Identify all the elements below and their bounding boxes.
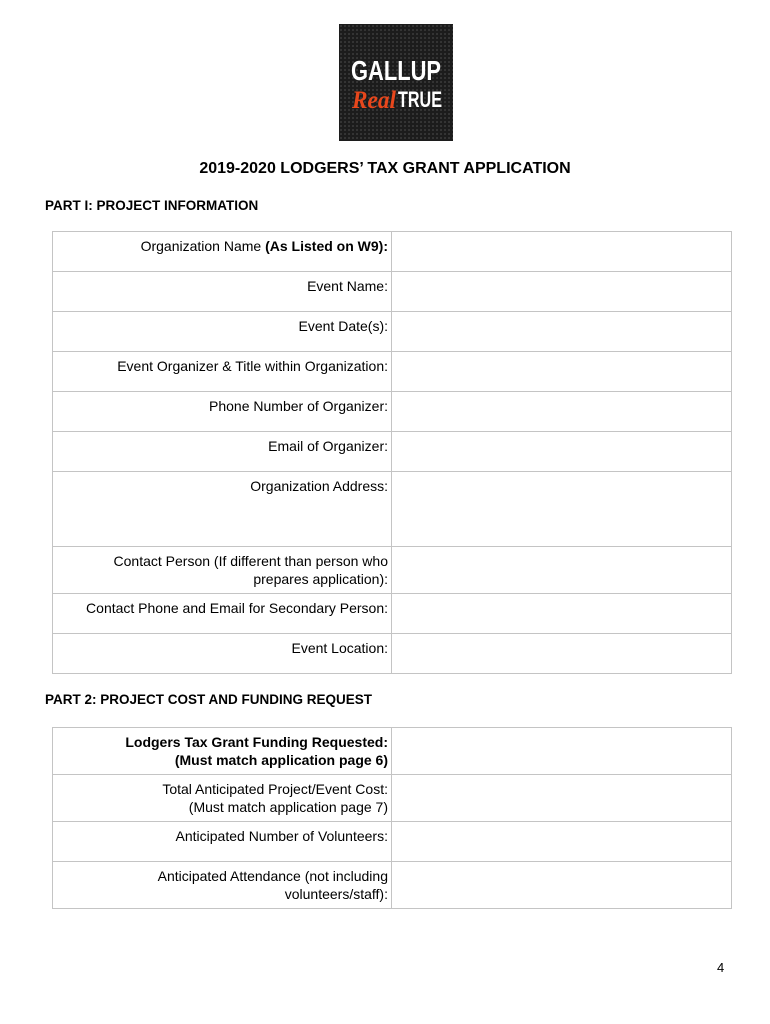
table-row (53, 352, 732, 392)
volunteers-field[interactable] (392, 822, 732, 862)
funding-requested-field[interactable] (392, 728, 732, 775)
logo-true-text: TRUE (398, 87, 442, 112)
volunteers-label: Anticipated Number of Volunteers: (53, 822, 392, 862)
event-organizer-field[interactable] (392, 352, 732, 392)
contact-person-label (53, 547, 392, 594)
attendance-label-line1: Anticipated Attendance (not including (157, 868, 388, 884)
attendance-label-line2: volunteers/staff): (284, 886, 388, 902)
organization-address-field[interactable] (392, 472, 732, 547)
funding-requested-label-line2: (Must match application page 6) (174, 752, 388, 768)
part2-heading: PART 2: PROJECT COST AND FUNDING REQUEST (45, 692, 373, 707)
table-row (53, 862, 732, 909)
gallup-real-true-logo (339, 24, 453, 141)
table-row (53, 272, 732, 312)
table-row (53, 392, 732, 432)
organizer-phone-field[interactable] (392, 392, 732, 432)
table-row (53, 822, 732, 862)
table-row (53, 594, 732, 634)
funding-requested-label (53, 728, 392, 775)
organization-name-field[interactable] (392, 232, 732, 272)
table-row (53, 432, 732, 472)
event-name-label: Event Name: (53, 272, 392, 312)
logo-gallup-text: GALLUP (351, 55, 441, 86)
page-title: 2019-2020 LODGERS’ TAX GRANT APPLICATION (199, 160, 571, 177)
secondary-contact-field[interactable] (392, 594, 732, 634)
event-location-field[interactable] (392, 634, 732, 674)
table-row (53, 775, 732, 822)
event-name-field[interactable] (392, 272, 732, 312)
logo-real-text: Real (351, 87, 397, 114)
secondary-contact-label: Contact Phone and Email for Secondary Person: (53, 594, 392, 634)
total-cost-label-line1: Total Anticipated Project/Event Cost: (162, 781, 388, 797)
organizer-email-field[interactable] (392, 432, 732, 472)
table-row (53, 472, 732, 547)
event-dates-field[interactable] (392, 312, 732, 352)
contact-person-label-line1: Contact Person (If different than person who (113, 553, 388, 569)
total-cost-label-line2: (Must match application page 7) (188, 799, 388, 815)
organizer-phone-label: Phone Number of Organizer: (53, 392, 392, 432)
organization-name-label (53, 232, 392, 272)
organizer-email-label: Email of Organizer: (53, 432, 392, 472)
table-row (53, 312, 732, 352)
part1-heading: PART I: PROJECT INFORMATION (45, 198, 259, 213)
total-cost-field[interactable] (392, 775, 732, 822)
event-location-label: Event Location: (53, 634, 392, 674)
page-number: 4 (717, 960, 725, 975)
logo-artwork (339, 24, 453, 141)
event-dates-label: Event Date(s): (53, 312, 392, 352)
table-row (53, 232, 732, 272)
total-cost-label (53, 775, 392, 822)
project-information-table (52, 231, 732, 674)
table-row (53, 634, 732, 674)
contact-person-field[interactable] (392, 547, 732, 594)
table-row (53, 728, 732, 775)
table-row (53, 547, 732, 594)
event-organizer-label: Event Organizer & Title within Organization: (53, 352, 392, 392)
attendance-field[interactable] (392, 862, 732, 909)
organization-name-w9-note: (As Listed on W9): (265, 238, 388, 254)
funding-requested-label-line1: Lodgers Tax Grant Funding Requested: (125, 734, 388, 750)
attendance-label (53, 862, 392, 909)
contact-person-label-line2: prepares application): (253, 571, 388, 587)
project-cost-table (52, 727, 732, 909)
organization-address-label: Organization Address: (53, 472, 392, 547)
organization-name-label-text: Organization Name (140, 238, 266, 254)
